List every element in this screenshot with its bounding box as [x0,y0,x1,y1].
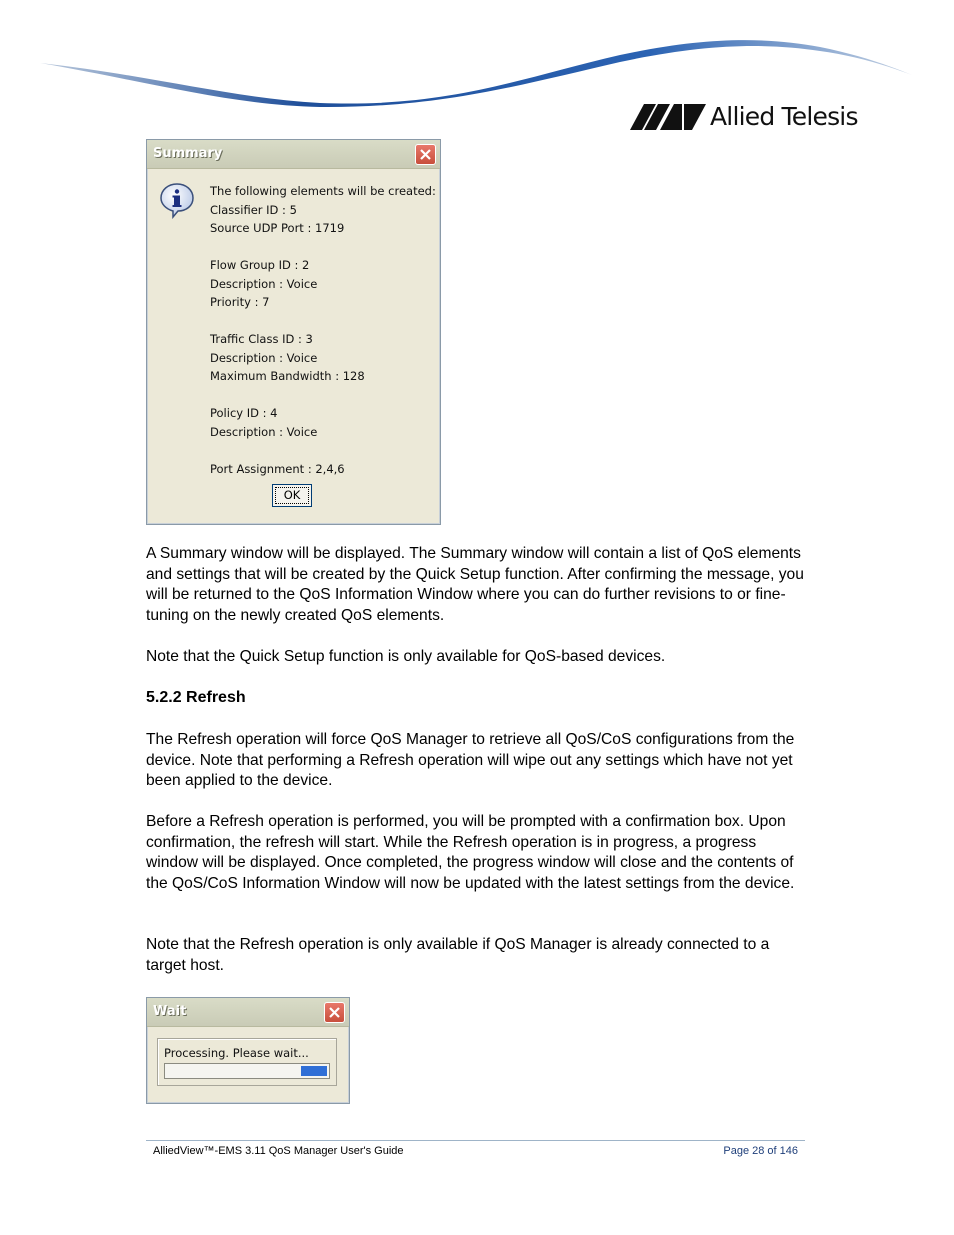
wait-title: Wait [153,1004,187,1019]
summary-line: Source UDP Port : 1719 [210,221,345,235]
summary-blank-line [210,386,436,405]
company-logo [630,100,858,134]
paragraph-refresh: The Refresh operation will force QoS Manager to retrieve all QoS/CoS configurations from the device. Note that performing a Refresh operation will wipe out any settings which have not yet been applied to the device. [146,731,795,790]
paragraph-refresh-note: Note that the Refresh operation is only available if QoS Manager is already connected to a target host. [146,936,770,974]
wait-message: Processing. Please wait... [164,1046,309,1060]
footer-title: AlliedView™-EMS 3.11 QoS Manager User's Guide [153,1145,404,1157]
close-icon [328,1006,341,1019]
wait-titlebar[interactable] [147,998,349,1027]
summary-title: Summary [153,146,223,161]
summary-line: Description : Voice [210,350,318,365]
allied-telesis-logo-icon [630,102,706,132]
footer-divider [146,1140,805,1141]
summary-line: Traffic Class ID : 3 [210,332,313,346]
summary-dialog [146,139,441,525]
ok-button[interactable] [272,484,312,507]
wait-close-button[interactable] [324,1002,345,1023]
summary-blank-line [210,312,436,331]
summary-line: Classifier ID : 5 [210,202,297,217]
summary-line: The following elements will be created: [210,184,436,198]
summary-close-button[interactable] [415,144,436,165]
paragraph-summary: A Summary window will be displayed. The Summary window will contain a list of QoS elements and settings that will be created by the Quick Setup function. After confirming the message, you will be returned to the QoS Information Window where you can do further revisions to or fine-tuning on the newly created QoS elements. [146,545,804,624]
summary-line: Policy ID : 4 [210,406,278,420]
summary-line: Flow Group ID : 2 [210,258,310,272]
summary-line: Priority : 7 [210,295,270,309]
wait-dialog [146,997,350,1104]
progress-fill [301,1066,327,1076]
summary-titlebar[interactable] [147,140,440,169]
summary-blank-line [210,238,436,257]
summary-line: Description : Voice [210,276,318,291]
ok-button-label: OK [275,487,309,504]
summary-line: Description : Voice [210,424,318,439]
progress-bar [164,1063,330,1079]
summary-blank-line [210,441,436,460]
section-heading-refresh: 5.2.2 Refresh [146,689,246,706]
close-icon [419,148,432,161]
summary-message [210,182,436,478]
summary-line: Port Assignment : 2,4,6 [210,461,345,476]
info-icon [158,181,196,219]
logo-text: Allied Telesis [710,102,858,131]
footer-page-number: Page 28 of 146 [723,1145,798,1157]
summary-line: Maximum Bandwidth : 128 [210,369,365,383]
wait-panel [157,1038,337,1086]
paragraph-refresh-process: Before a Refresh operation is performed, you will be prompted with a confirmation box. Upon confirmation, the refresh will start. While the Refresh operation is in progress, a progress window will be displayed. Once completed, the progress window will close and the contents of the QoS/CoS Information Window will now be updated with the latest settings from the device. [146,813,795,892]
paragraph-quick-setup-note: Note that the Quick Setup function is only available for QoS-based devices. [146,648,666,665]
